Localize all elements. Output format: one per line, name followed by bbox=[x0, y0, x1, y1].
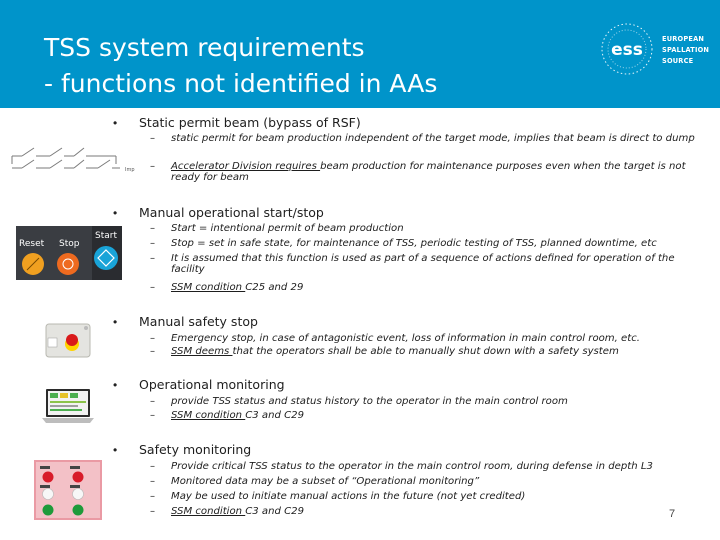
logo-wordmark bbox=[662, 34, 709, 67]
list-item-text: provide TSS status and status history to the operator in the main control room bbox=[171, 396, 568, 407]
dash: – bbox=[150, 253, 156, 264]
dash: – bbox=[150, 346, 156, 357]
slide-title bbox=[44, 30, 437, 102]
switch-diagram-image bbox=[8, 138, 140, 178]
list-item-text: May be used to initiate manual actions in the future (not yet credited) bbox=[171, 491, 526, 502]
list-item-text: Emergency stop, in case of antagonistic event, loss of information in main control room, etc. bbox=[171, 333, 640, 344]
white-lamp-icon bbox=[73, 489, 84, 500]
bullet: • bbox=[113, 206, 118, 220]
list-item-text: beam production for maintenance purposes even when the target is not ready for beam bbox=[171, 161, 686, 184]
white-lamp-icon bbox=[43, 489, 54, 500]
dash: – bbox=[150, 333, 156, 344]
logo-line-3: SOURCE bbox=[662, 57, 694, 65]
list-item bbox=[150, 491, 702, 502]
underlined-phrase: Accelerator Division requires bbox=[171, 161, 321, 172]
section-heading-manual-safety-stop: Manual safety stop bbox=[139, 314, 258, 329]
list-item bbox=[150, 476, 702, 487]
list-item bbox=[150, 253, 702, 275]
list-item bbox=[150, 161, 702, 183]
list-item bbox=[150, 506, 702, 517]
start-button-label: Start bbox=[95, 231, 117, 241]
list-item bbox=[150, 223, 702, 234]
list-item-text: that the operators shall be able to manually shut down with a safety system bbox=[232, 346, 619, 357]
bullet: • bbox=[113, 315, 118, 329]
emergency-stop-image bbox=[44, 322, 92, 358]
dash: – bbox=[150, 238, 156, 249]
list-item-text: C25 and 29 bbox=[245, 282, 304, 293]
emergency-stop-button-icon bbox=[66, 334, 78, 346]
list-item-text: C3 and C29 bbox=[245, 410, 305, 421]
list-item-text: static permit for beam production independent of the target mode, implies that beam is direct to dump bbox=[171, 133, 695, 144]
list-item-text: C3 and C29 bbox=[245, 506, 305, 517]
list-item bbox=[150, 133, 702, 144]
dash: – bbox=[150, 506, 156, 517]
dash: – bbox=[150, 476, 156, 487]
logo-mark: ess bbox=[611, 40, 643, 60]
stop-button-label: Stop bbox=[59, 239, 80, 249]
green-lamp-icon bbox=[43, 505, 54, 516]
underlined-phrase: SSM condition bbox=[171, 506, 246, 517]
reset-button-label: Reset bbox=[19, 239, 45, 249]
title-banner bbox=[0, 0, 720, 108]
dash: – bbox=[150, 461, 156, 472]
bullet: • bbox=[113, 378, 118, 392]
list-item bbox=[150, 396, 702, 407]
page-number: 7 bbox=[669, 508, 676, 520]
list-item bbox=[150, 238, 702, 249]
stop-button-icon bbox=[57, 253, 79, 275]
slide-title-line-2: - functions not identified in AAs bbox=[44, 69, 438, 98]
list-item-text: Monitored data may be a subset of “Operational monitoring” bbox=[171, 476, 480, 487]
list-item-text: Provide critical TSS status to the operator in the main control room, during defense in depth L3 bbox=[171, 461, 653, 472]
slide-title-line-1: TSS system requirements bbox=[44, 33, 365, 62]
indicator-panel-image bbox=[34, 460, 102, 520]
underlined-phrase: SSM condition bbox=[171, 410, 246, 421]
dash: – bbox=[150, 282, 156, 293]
section-heading-safety-monitoring: Safety monitoring bbox=[139, 442, 252, 457]
red-lamp-icon bbox=[73, 472, 84, 483]
underlined-phrase: SSM condition bbox=[171, 282, 246, 293]
section-heading-operational-monitoring: Operational monitoring bbox=[139, 377, 285, 392]
list-item-text: It is assumed that this function is used as part of a sequence of actions defined for operation of the facility bbox=[171, 253, 675, 276]
underlined-phrase: SSM deems bbox=[171, 346, 233, 357]
dash: – bbox=[150, 491, 156, 502]
list-item bbox=[150, 333, 702, 344]
logo-line-1: EUROPEAN bbox=[662, 35, 705, 43]
green-lamp-icon bbox=[73, 505, 84, 516]
bullet: • bbox=[113, 116, 118, 130]
red-lamp-icon bbox=[43, 472, 54, 483]
logo-line-2: SPALLATION bbox=[662, 46, 710, 54]
list-item bbox=[150, 410, 702, 421]
switch-label: Imp bbox=[125, 167, 135, 173]
list-item-text: Stop = set in safe state, for maintenance of TSS, periodic testing of TSS, planned downtime, etc bbox=[171, 238, 657, 249]
control-panel-image bbox=[16, 226, 122, 280]
bullet: • bbox=[113, 443, 118, 457]
list-item bbox=[150, 282, 702, 293]
section-heading-static-permit: Static permit beam (bypass of RSF) bbox=[139, 115, 361, 130]
dash: – bbox=[150, 133, 156, 144]
list-item bbox=[150, 461, 702, 472]
dash: – bbox=[150, 223, 156, 234]
list-item bbox=[150, 346, 702, 357]
section-heading-start-stop: Manual operational start/stop bbox=[139, 205, 324, 220]
laptop-monitoring-image bbox=[40, 387, 96, 427]
dash: – bbox=[150, 396, 156, 407]
list-item-text: Start = intentional permit of beam production bbox=[171, 223, 404, 234]
dash: – bbox=[150, 410, 156, 421]
dash: – bbox=[150, 161, 156, 172]
